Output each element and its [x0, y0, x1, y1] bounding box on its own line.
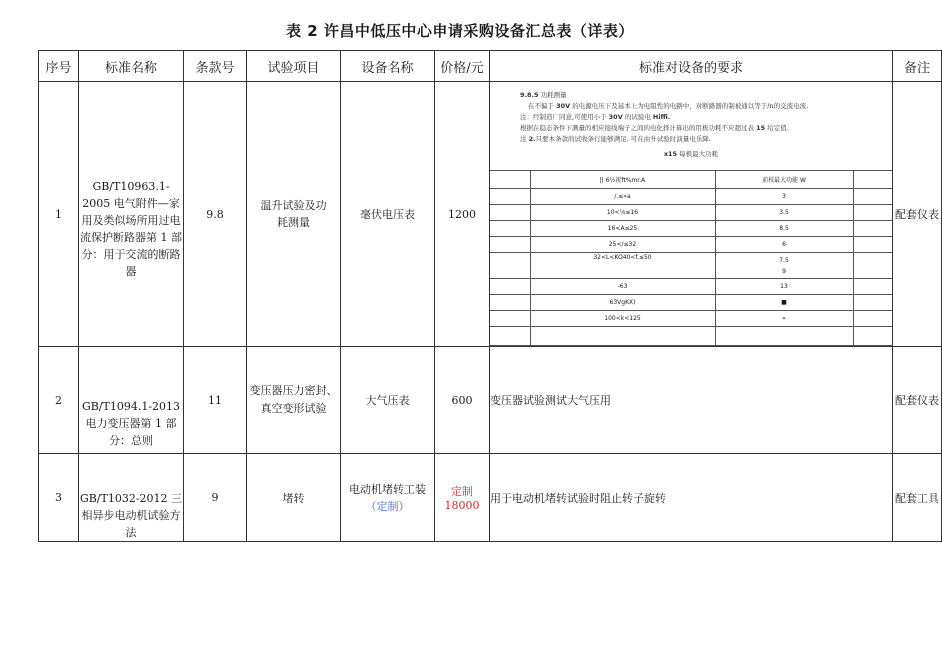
clause-number: 11	[184, 347, 247, 454]
clause-text: 9.8.5 功耗测量 在不偏于 30V 的电源电压下及基本上为电阻性的电路中，对断路器的制被通以等于/n的交流电流. 注：经制造厂同意,可使用小于 30V 的试验电 Hiffi. 根据在稳态条件下测量的相应接线端子之间的电化择计算出的用极功耗不应超过表 15 给定值. 注 2.只要本条款的试收条行能够满足. 可在由升试验时演量电乐降. x15 每极最大功耗	[520, 91, 809, 158]
table-row	[39, 82, 942, 347]
header-row	[39, 51, 942, 82]
header-cell: 试验项目	[247, 51, 341, 82]
sub-cell: 7.5 9	[715, 253, 853, 279]
sub-cell: 63VgKX)	[530, 295, 715, 311]
equipment-summary-table	[38, 50, 942, 542]
sub-cell: 100<k<125	[530, 311, 715, 327]
table-row	[39, 454, 942, 542]
header-cell: 标准对设备的要求	[490, 51, 893, 82]
price: 600	[435, 347, 490, 454]
device-note: （定制）	[365, 499, 410, 513]
clause-number: 9.8	[184, 82, 247, 347]
remark: 配套工具	[893, 454, 942, 542]
sub-cell: 16<A≤25	[530, 221, 715, 237]
standard-name: GB/T1094.1-2013 电力变压器第 1 部分：总则	[79, 347, 184, 454]
remark: 配套仪表	[893, 82, 942, 347]
sub-cell: 3.5	[715, 205, 853, 221]
sub-cell: 3	[715, 189, 853, 205]
header-cell: 价格/元	[435, 51, 490, 82]
standard-name: GB/T1032-2012 三相异步电动机试验方法	[79, 454, 184, 542]
sub-cell: 13	[715, 279, 853, 295]
clause-number: 9	[184, 454, 247, 542]
test-item: 变压器压力密封、真空变形试验	[247, 347, 341, 454]
sub-cell: 10<⅛≤16	[530, 205, 715, 221]
sub-cell: 25<∕≤32	[530, 237, 715, 253]
power-loss-table	[490, 170, 893, 346]
row-number: 3	[39, 454, 79, 542]
row-number: 1	[39, 82, 79, 347]
header-cell: 条款号	[184, 51, 247, 82]
sub-cell: ■	[715, 295, 853, 311]
price: 定制 18000	[435, 454, 490, 542]
sub-header-cell: 前枝最大功能 W	[715, 171, 853, 189]
sub-cell: «	[715, 311, 853, 327]
header-cell: 序号	[39, 51, 79, 82]
requirement: 用于电动机堵转试验时阻止转子旋转	[490, 454, 893, 542]
requirement: 变压器试验测试大气压用	[490, 347, 893, 454]
device-name: 大气压表	[341, 347, 435, 454]
page-title: 表 2 许昌中低压中心申请采购设备汇总表（详表）	[286, 22, 634, 40]
sub-cell: -63	[530, 279, 715, 295]
price: 1200	[435, 82, 490, 347]
sub-cell: 8.5	[715, 221, 853, 237]
remark: 配套仪表	[893, 347, 942, 454]
sub-header-cell: || 6½祝ft%mr.A	[530, 171, 715, 189]
test-item: 堵转	[247, 454, 341, 542]
sub-cell: 32<L<KO40<f.≤50	[530, 253, 715, 279]
header-cell: 设备名称	[341, 51, 435, 82]
header-cell: 标准名称	[79, 51, 184, 82]
table-row	[39, 347, 942, 454]
header-cell: 备注	[893, 51, 942, 82]
row-number: 2	[39, 347, 79, 454]
device-name: 毫伏电压表	[341, 82, 435, 347]
sub-cell: 6	[715, 237, 853, 253]
test-item: 温升试验及功耗测量	[247, 82, 341, 347]
device-name: 电动机堵转工装 （定制）	[341, 454, 435, 542]
sub-cell: /.≤»a	[530, 189, 715, 205]
requirement-clause-image	[490, 82, 893, 347]
standard-name: GB/T10963.1-2005 电气附件—家用及类似场所用过电流保护断路器第 1 部分：用于交流的断路器	[79, 82, 184, 347]
